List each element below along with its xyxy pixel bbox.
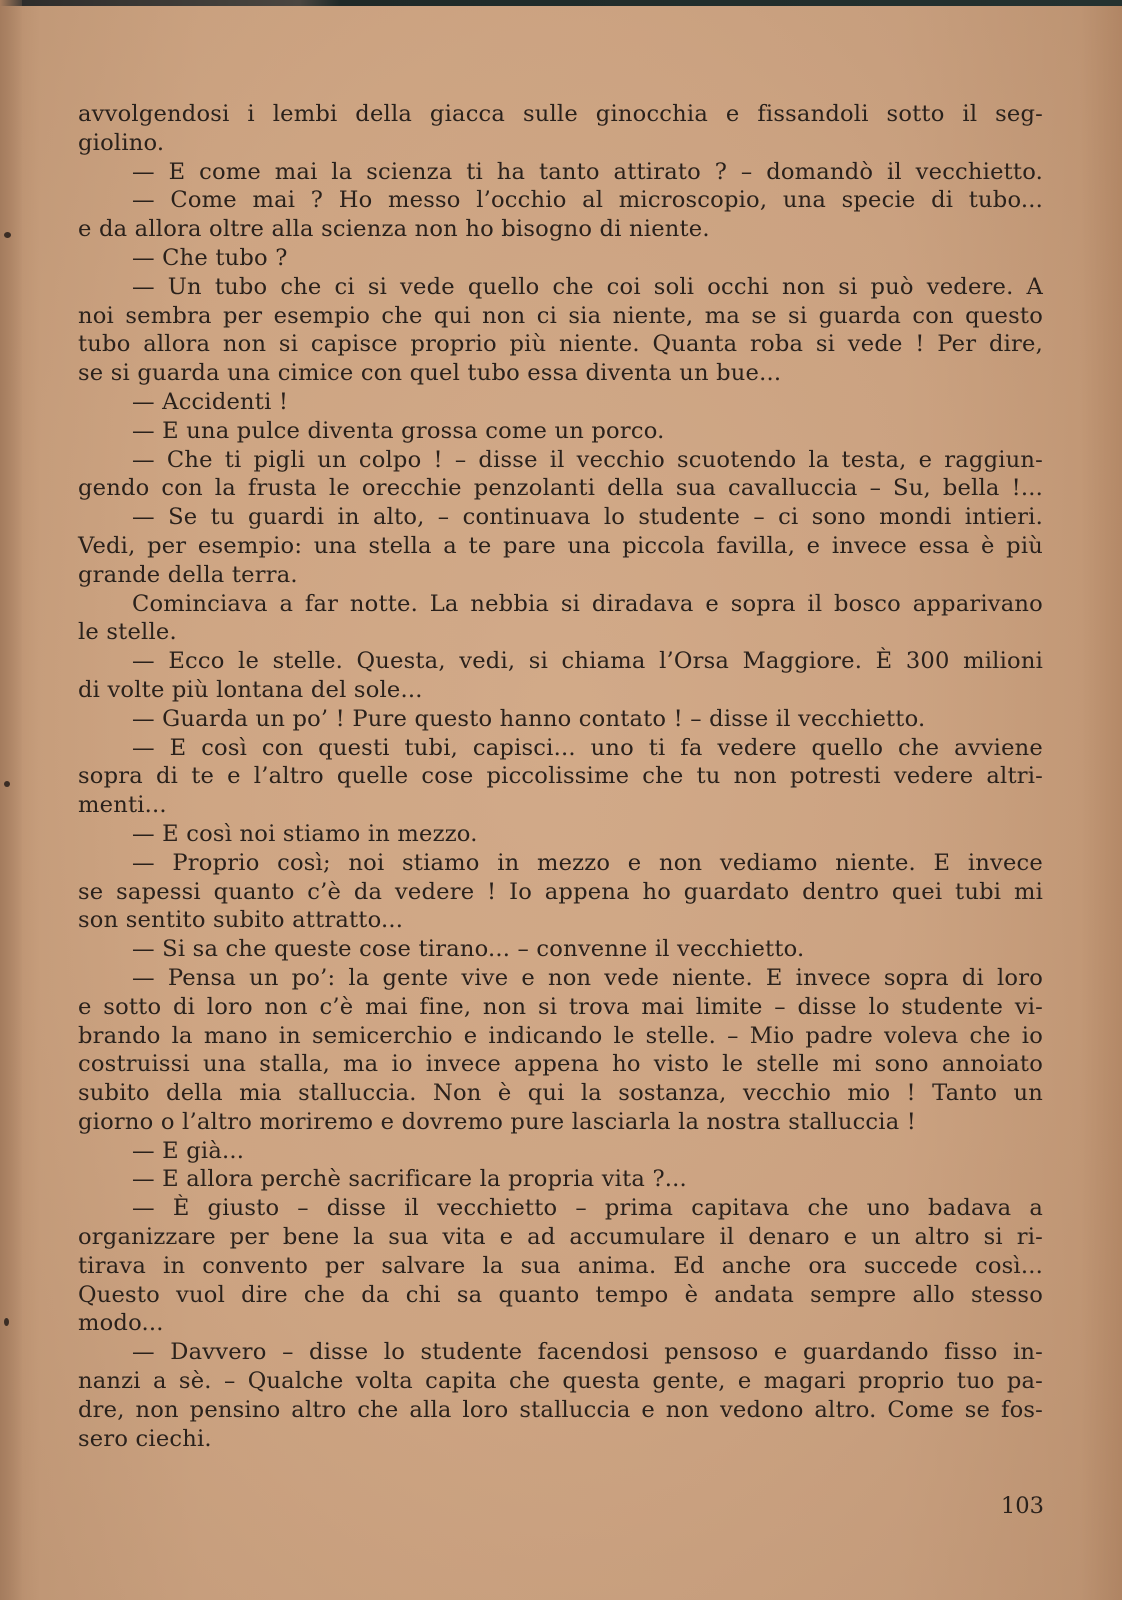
text-line: Cominciava a far notte. La nebbia si diradava e sopra il bosco apparivano (132, 590, 1043, 617)
text-line: menti... (78, 792, 167, 819)
text-line: avvolgendosi i lembi della giacca sulle ginocchia e fissandoli sotto il seg- (78, 101, 1043, 127)
text-line: sero ciechi. (78, 1425, 212, 1452)
text-line: son sentito subito attratto... (78, 907, 404, 934)
text-line: — Accidenti ! (132, 388, 289, 415)
text-line: se sapessi quanto c’è da vedere ! Io appena ho guardato dentro quei tubi mi (78, 878, 1043, 905)
text-line: — Che ti pigli un colpo ! – disse il vecchio scuotendo la testa, e raggiun- (132, 446, 1043, 473)
text-line: le stelle. (78, 619, 177, 646)
text-line: e sotto di loro non c’è mai fine, non si trova mai limite – disse lo studente vi- (78, 993, 1043, 1020)
text-line: tirava in convento per salvare la sua anima. Ed anche ora succede così... (78, 1252, 1043, 1279)
text-line: giolino. (78, 129, 165, 156)
ink-spot (4, 781, 10, 787)
text-line: sopra di te e l’altro quelle cose piccolissime che tu non potresti vedere altri- (78, 763, 1043, 790)
page-binding-edge (0, 0, 22, 1600)
text-line: — Come mai ? Ho messo l’occhio al microscopio, una specie di tubo... (132, 187, 1043, 214)
text-line: e da allora oltre alla scienza non ho bisogno di niente. (78, 216, 710, 243)
text-line: — Che tubo ? (132, 244, 288, 271)
text-line: costruissi una stalla, ma io invece appena ho visto le stelle mi sono annoiato (78, 1051, 1043, 1078)
text-line: — Guarda un po’ ! Pure questo hanno contato ! – disse il vecchietto. (132, 705, 926, 732)
text-line: grande della terra. (78, 561, 298, 588)
text-line: organizzare per bene la sua vita e ad accumulare il denaro e un altro si ri- (78, 1224, 1043, 1251)
page-number: 103 (1000, 1493, 1044, 1519)
text-line: — È giusto – disse il vecchietto – prima capitava che uno badava a (132, 1195, 1043, 1222)
text-line: — Proprio così; noi stiamo in mezzo e non vediamo niente. E invece (132, 849, 1043, 876)
text-line: tubo allora non si capisce proprio più niente. Quanta roba si vede ! Per dire, (78, 331, 1043, 358)
text-line: — E già... (132, 1137, 245, 1164)
text-line: — E così noi stiamo in mezzo. (132, 820, 478, 847)
text-line: Vedi, per esempio: una stella a te pare una piccola favilla, e invece essa è più (78, 532, 1043, 559)
ink-spot (4, 232, 11, 238)
text-line: giorno o l’altro moriremo e dovremo pure lasciarla la nostra stalluccia ! (78, 1108, 917, 1135)
text-line: Questo vuol dire che da chi sa quanto tempo è andata sempre allo stesso (78, 1281, 1043, 1308)
text-line: — Se tu guardi in alto, – continuava lo studente – ci sono mondi intieri. (132, 504, 1043, 531)
text-line: se si guarda una cimice con quel tubo essa diventa un bue... (78, 360, 782, 387)
text-line: dre, non pensino altro che alla loro stalluccia e non vedono altro. Come se fos- (78, 1396, 1043, 1423)
text-line: — E una pulce diventa grossa come un porco. (132, 417, 665, 444)
text-line: — Davvero – disse lo studente facendosi pensoso e guardando fisso in- (132, 1339, 1043, 1366)
text-line: modo... (78, 1310, 164, 1337)
text-line: — Pensa un po’: la gente vive e non vede niente. E invece sopra di loro (132, 964, 1043, 991)
text-line: — Ecco le stelle. Questa, vedi, si chiama l’Orsa Maggiore. È 300 milioni (132, 648, 1043, 675)
text-line: — E allora perchè sacrificare la propria vita ?... (132, 1166, 687, 1193)
text-line: gendo con la frusta le orecchie penzolanti della sua cavalluccia – Su, bella !... (78, 475, 1043, 502)
ink-spot (4, 1318, 9, 1326)
body-text (78, 100, 1043, 1453)
text-line: — E come mai la scienza ti ha tanto attirato ? – domandò il vecchietto. (132, 158, 1043, 185)
text-line: — E così con questi tubi, capisci... uno ti fa vedere quello che avviene (132, 734, 1043, 761)
text-line: noi sembra per esempio che qui non ci sia niente, ma se si guarda con questo (78, 302, 1043, 329)
text-line: — Si sa che queste cose tirano... – convenne il vecchietto. (132, 936, 805, 963)
page-top-edge (0, 0, 1122, 6)
text-line: subito della mia stalluccia. Non è qui la sostanza, vecchio mio ! Tanto un (78, 1080, 1043, 1107)
text-line: di volte più lontana del sole... (78, 676, 423, 703)
text-line: brando la mano in semicerchio e indicando le stelle. – Mio padre voleva che io (78, 1022, 1043, 1049)
text-line: nanzi a sè. – Qualche volta capita che questa gente, e magari proprio tuo pa- (78, 1368, 1043, 1395)
text-line: — Un tubo che ci si vede quello che coi soli occhi non si può vedere. A (132, 273, 1043, 300)
